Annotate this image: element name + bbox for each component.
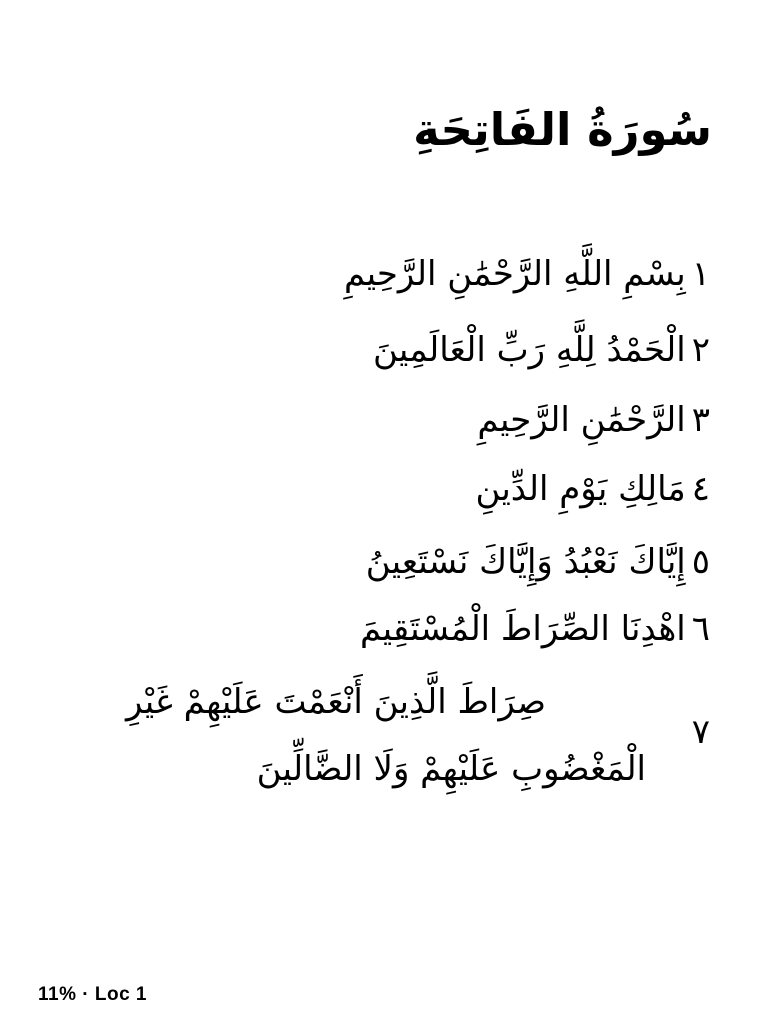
verse-text-4: مَالِكِ يَوْمِ الدِّينِ — [475, 469, 686, 509]
verse-line-6 — [360, 606, 710, 654]
verse-line-3 — [477, 397, 710, 445]
verse-number-4: ٤ — [691, 469, 710, 509]
verse-line-7-part-2: الْمَغْضُوبِ عَلَيْهِمْ وَلَا الضَّالِّينَ — [256, 749, 646, 789]
verse-text-5: إِيَّاكَ نَعْبُدُ وَإِيَّاكَ نَسْتَعِينُ — [365, 542, 686, 582]
verse-line-2 — [373, 327, 710, 375]
reading-progress-footer: 11% · Loc 1 — [38, 984, 147, 1005]
surah-title: سُورَةُ الفَاتِحَةِ — [413, 103, 712, 156]
verse-text-1: بِسْمِ اللَّهِ الرَّحْمَٰنِ الرَّحِيمِ — [344, 254, 686, 294]
verse-number-7: ٧ — [691, 712, 710, 752]
verse-number-1: ١ — [691, 254, 710, 294]
verse-number-2: ٢ — [691, 330, 710, 370]
verse-line-5 — [366, 539, 710, 587]
verse-number-3: ٣ — [691, 400, 710, 440]
verse-text-3: الرَّحْمَٰنِ الرَّحِيمِ — [477, 400, 686, 440]
verse-number-6: ٦ — [691, 609, 710, 649]
verse-line-7-part-1: صِرَاطَ الَّذِينَ أَنْعَمْتَ عَلَيْهِمْ غَيْرِ — [125, 682, 546, 722]
verse-text-2: الْحَمْدُ لِلَّهِ رَبِّ الْعَالَمِينَ — [373, 330, 686, 370]
verse-line-1 — [344, 251, 710, 299]
verse-number-5: ٥ — [691, 542, 710, 582]
verse-line-4 — [475, 466, 710, 514]
verse-text-6: اهْدِنَا الصِّرَاطَ الْمُسْتَقِيمَ — [359, 609, 686, 649]
